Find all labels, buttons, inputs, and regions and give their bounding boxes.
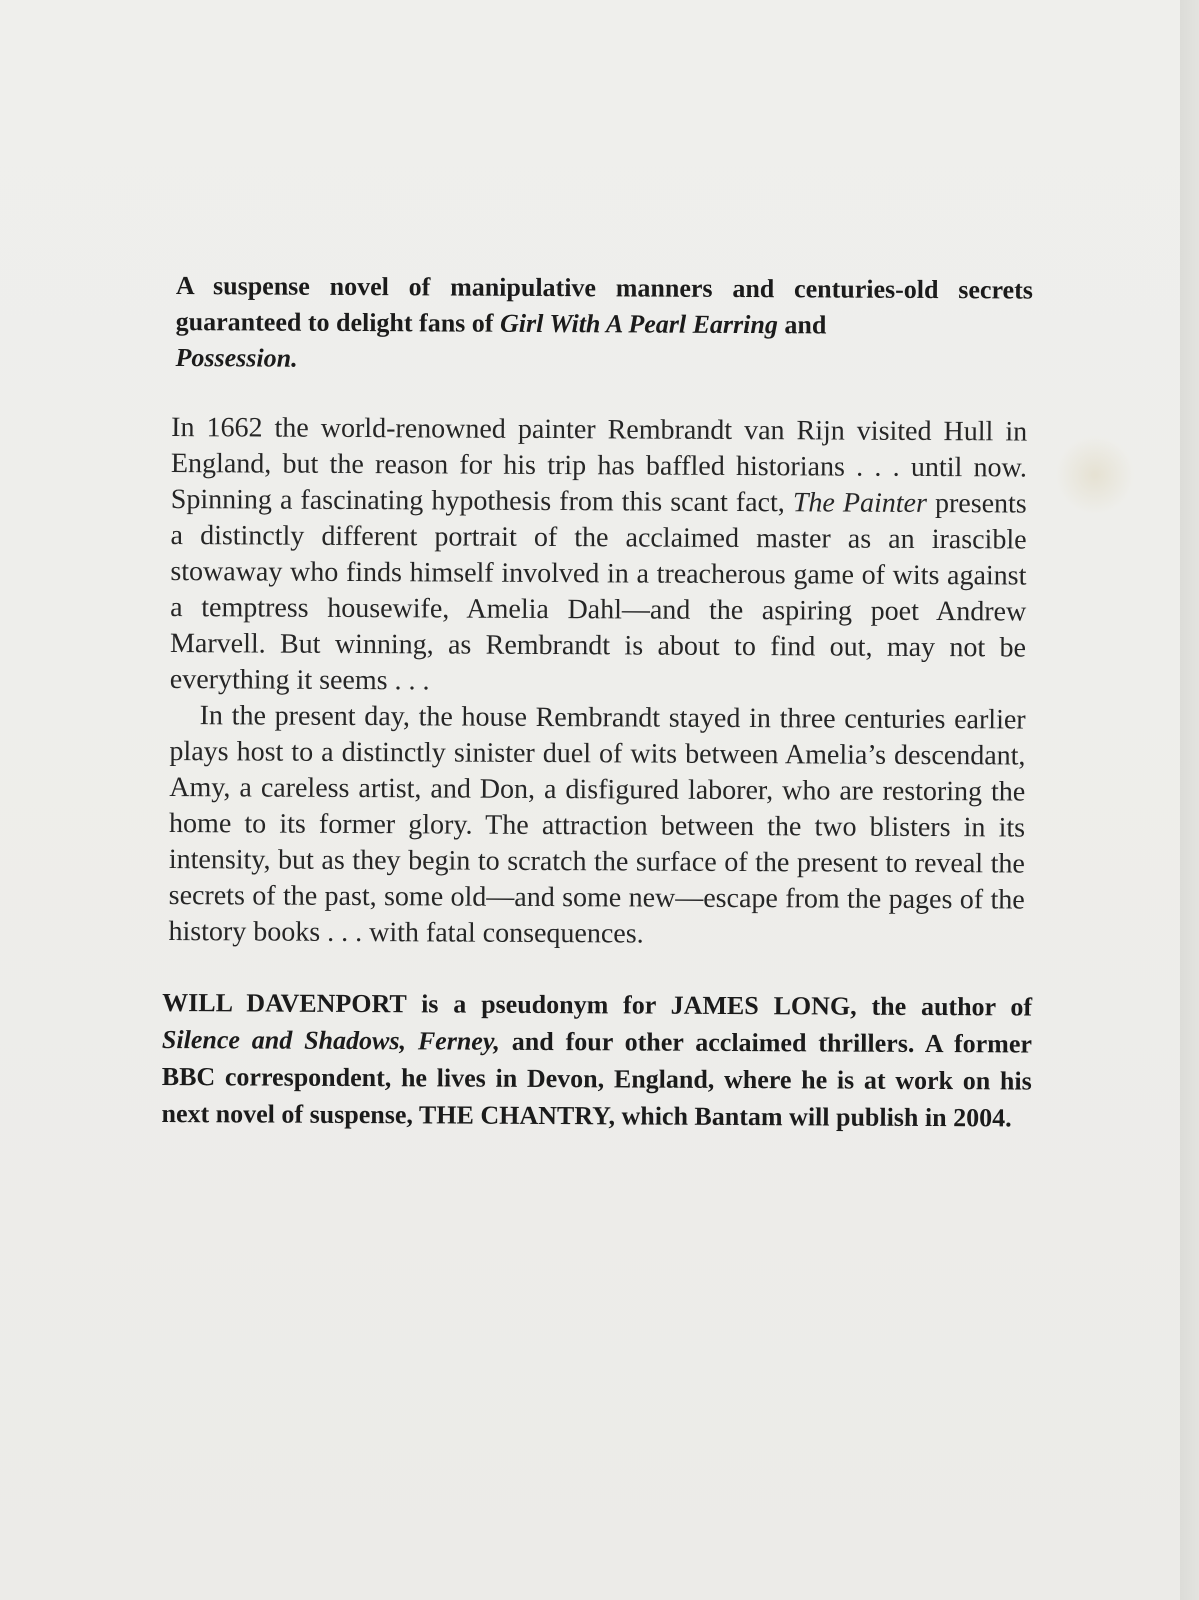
synopsis [162, 410, 1037, 955]
synopsis-book-title: The Painter [792, 487, 928, 519]
author-bio-text-1: WILL DAVENPORT is a pseudonym for JAMES LONG, the author of [162, 987, 1033, 1022]
author-bio [161, 984, 1034, 1137]
author-bio-book-titles: Silence and Shadows, Ferney, [161, 1024, 501, 1056]
synopsis-text-1b: presents a distinctly different portrait of the acclaimed master as an irascible stowaway who finds himself involved in a treacherous game of wits against a temptress housewife, Amelia Dahl—and the aspiring poet Andrew Marvell. But winning, as Rembrandt is about to find out, may not be everything it seems . . . [169, 487, 1027, 697]
synopsis-paragraph-2: In the present day, the house Rembrandt stayed in three centuries earlier plays host to a distinctly sinister duel of wits between Amelia’s descendant, Amy, a careless artist, and Don, a disfigured laborer, who are restoring the home to its former glory. The attraction between the two blisters in its intensity, but as they begin to scratch the surface of the present to reveal the secrets of the past, some old—and some new—escape from the pages of the history books . . . with fatal consequences. [168, 700, 1026, 950]
tagline-book-title-1: Girl With A Pearl Earring [499, 308, 778, 340]
author-bio-text-2: and four other acclaimed thrillers. A former BBC correspondent, he lives in Devon, England, where he is at work on his next novel of suspense, THE CHANTRY, which Bantam will publish in 2004. [161, 1026, 1033, 1133]
synopsis-paragraph-1 [170, 410, 1027, 702]
synopsis-text-1a: In 1662 the world-renowned painter Rembrandt van Rijn visited Hull in England, but the reason for his trip has baffled historians . . . until now. Spinning a fascinating hypothesis from this scant fact, [170, 412, 1028, 519]
tagline-text: A suspense novel of manipulative manners and centuries-old secrets guaranteed to delight fans of [175, 271, 1033, 338]
tagline-book-title-2: Possession. [175, 343, 298, 373]
tagline-text-2: and [777, 310, 827, 340]
paper-stain [1055, 435, 1135, 515]
page-edge [1180, 0, 1199, 1600]
tagline-paragraph [165, 268, 1038, 381]
cover-text-block [161, 268, 1038, 1137]
